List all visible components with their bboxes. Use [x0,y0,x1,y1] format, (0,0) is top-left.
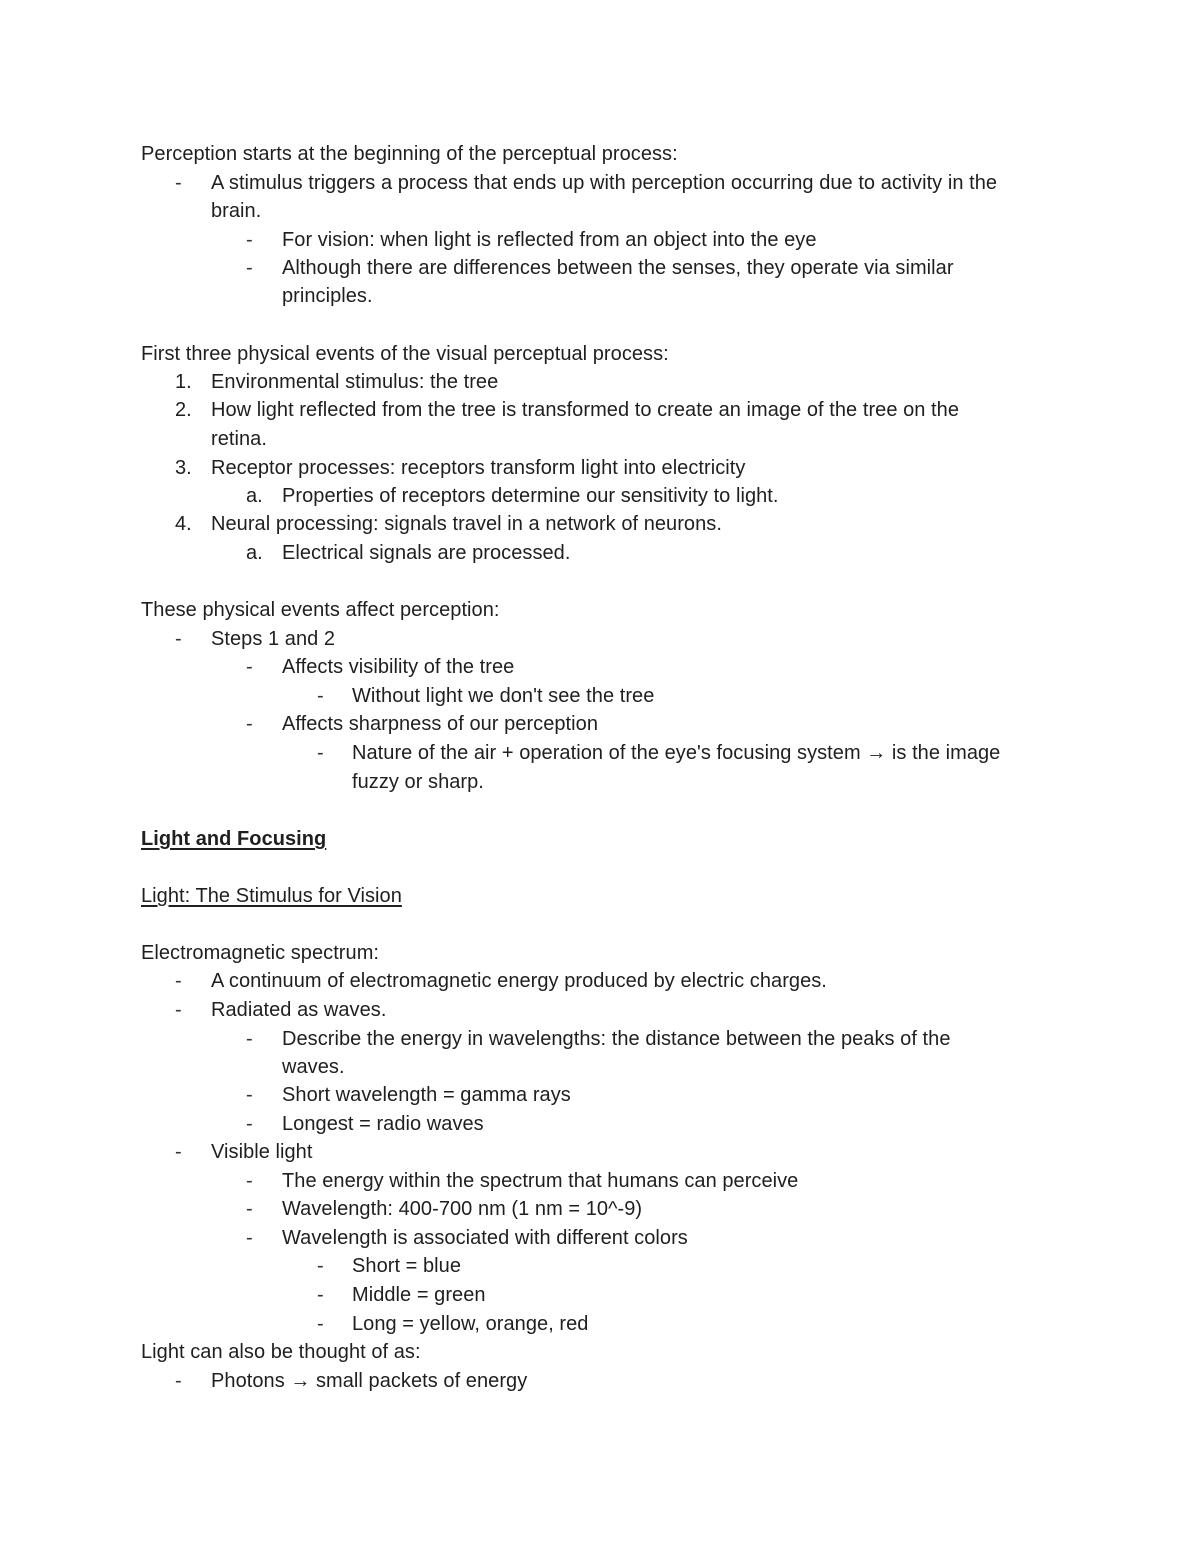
bullet-dash: - [246,656,253,678]
section3-nature-line2: fuzzy or sharp. [352,771,484,793]
list-number: 1. [175,371,192,393]
section1-item1-line2: brain. [211,200,262,222]
bullet-dash: - [175,1141,182,1163]
section3-nature-line1: Nature of the air + operation of the eye's focusing system → is the image [352,742,1001,764]
section2-item3: Receptor processes: receptors transform light into electricity [211,457,746,479]
section4-describe-line1: Describe the energy in wavelengths: the distance between the peaks of the [282,1028,951,1050]
bullet-dash: - [246,1198,253,1220]
bullet-dash: - [175,970,182,992]
section4-middle: Middle = green [352,1284,486,1306]
section5-photons: Photons → small packets of energy [211,1370,528,1392]
section3-steps: Steps 1 and 2 [211,628,336,650]
section2-item4-sub: Electrical signals are processed. [282,542,571,564]
bullet-dash: - [246,229,253,251]
bullet-dash: - [175,628,182,650]
section4-continuum: A continuum of electromagnetic energy produced by electric charges. [211,970,827,992]
section4-assoc: Wavelength is associated with different colors [282,1227,688,1249]
bullet-dash: - [175,172,182,194]
bullet-dash: - [317,1313,324,1335]
list-letter: a. [246,542,263,564]
section4-describe-line2: waves. [282,1056,345,1078]
section4-radiated: Radiated as waves. [211,999,387,1021]
section4-short: Short = blue [352,1255,462,1277]
section1-sub2-line2: principles. [282,285,373,307]
list-number: 4. [175,513,192,535]
section4-longest: Longest = radio waves [282,1113,484,1135]
section1-intro: Perception starts at the beginning of the perceptual process: [141,143,678,165]
section1-item1-line1: A stimulus triggers a process that ends up with perception occurring due to activity in the [211,172,998,194]
section2-item2-line1: How light reflected from the tree is transformed to create an image of the tree on the [211,399,960,421]
bullet-dash: - [246,1227,253,1249]
subheading-light-stimulus: Light: The Stimulus for Vision [141,885,402,907]
section2-item1: Environmental stimulus: the tree [211,371,499,393]
section1-sub1: For vision: when light is reflected from an object into the eye [282,229,817,251]
section5-intro: Light can also be thought of as: [141,1341,421,1363]
section3-without-light: Without light we don't see the tree [352,685,655,707]
list-letter: a. [246,485,263,507]
bullet-dash: - [246,257,253,279]
bullet-dash: - [317,685,324,707]
bullet-dash: - [317,1284,324,1306]
section3-sharpness: Affects sharpness of our perception [282,713,599,735]
section4-short-wavelength: Short wavelength = gamma rays [282,1084,571,1106]
section3-visibility: Affects visibility of the tree [282,656,515,678]
heading-light-and-focusing: Light and Focusing [141,828,327,850]
bullet-dash: - [175,1370,182,1392]
section2-item4: Neural processing: signals travel in a network of neurons. [211,513,722,535]
section4-intro: Electromagnetic spectrum: [141,942,380,964]
list-number: 3. [175,457,192,479]
section4-long: Long = yellow, orange, red [352,1313,589,1335]
section2-item3-sub: Properties of receptors determine our sensitivity to light. [282,485,779,507]
bullet-dash: - [246,1084,253,1106]
bullet-dash: - [175,999,182,1021]
section4-energy-within: The energy within the spectrum that humans can perceive [282,1170,799,1192]
bullet-dash: - [246,713,253,735]
section4-visible-light: Visible light [211,1141,313,1163]
list-number: 2. [175,399,192,421]
bullet-dash: - [246,1113,253,1135]
section4-wavelength-range: Wavelength: 400-700 nm (1 nm = 10^-9) [282,1198,643,1220]
section2-intro: First three physical events of the visual perceptual process: [141,343,669,365]
bullet-dash: - [246,1028,253,1050]
bullet-dash: - [317,742,324,764]
section2-item2-line2: retina. [211,428,267,450]
section3-intro: These physical events affect perception: [141,599,500,621]
section1-sub2-line1: Although there are differences between the senses, they operate via similar [282,257,954,279]
bullet-dash: - [246,1170,253,1192]
bullet-dash: - [317,1255,324,1277]
